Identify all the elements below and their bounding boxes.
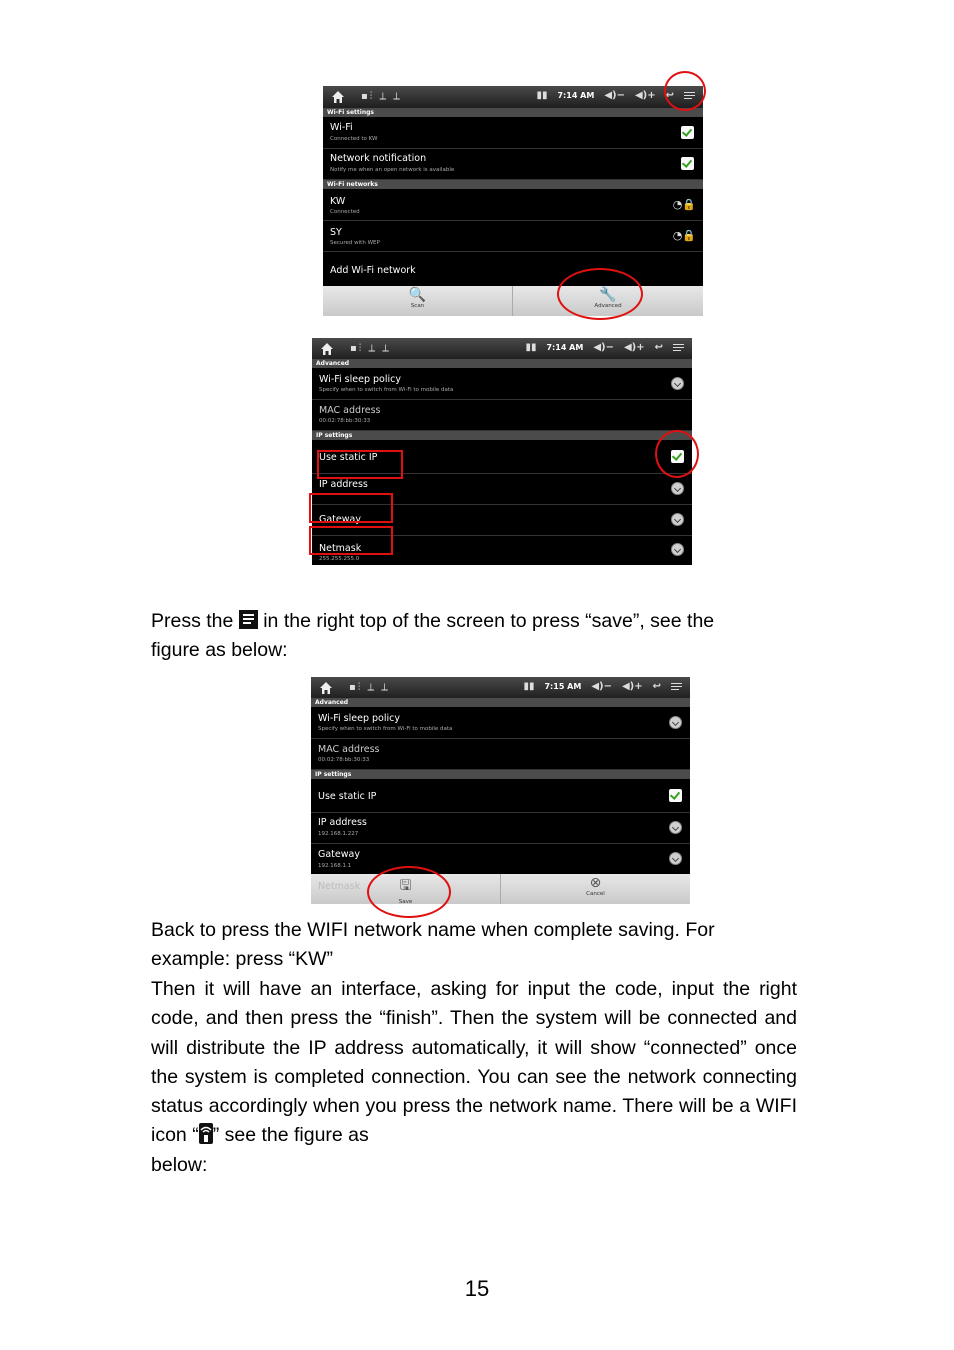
static-ip-checkbox[interactable] <box>669 789 682 802</box>
gateway-title: Gateway <box>319 514 361 525</box>
ip-address-value: 192.168.1.227 <box>318 831 359 837</box>
chevron-down-icon[interactable] <box>669 821 682 834</box>
add-network-label: Add Wi-Fi network <box>330 265 416 276</box>
status-bar <box>312 338 692 361</box>
page-number: 15 <box>464 1276 490 1301</box>
para1-text-a: Press the <box>151 610 234 632</box>
para2-line2: example: press “KW” <box>151 948 334 971</box>
highlight-static-ip-box <box>317 450 403 479</box>
section-header-advanced: Advanced <box>311 698 690 707</box>
chevron-down-icon[interactable] <box>671 513 684 526</box>
para2-line1: Back to press the WIFI network name when complete saving. For <box>151 919 715 941</box>
notification-icons: ▪⫶ ⟂ ⟂ <box>350 343 391 354</box>
volume-up-icon[interactable]: ◀)+ <box>623 342 645 353</box>
netmask-title-behind: Netmask <box>318 881 361 892</box>
network-row-kw[interactable] <box>323 189 703 221</box>
para1-text-c: figure as below: <box>151 639 288 662</box>
advanced-label: Advanced <box>594 303 622 309</box>
ip-address-row[interactable] <box>311 812 690 844</box>
sleep-policy-subtitle: Specify when to switch from Wi-Fi to mobile data <box>319 387 454 393</box>
gateway-value: 192.168.1.1 <box>318 863 352 869</box>
chevron-down-icon[interactable] <box>671 377 684 390</box>
volume-down-icon[interactable]: ◀)− <box>604 90 625 101</box>
use-static-ip-row[interactable] <box>311 779 690 813</box>
status-time: 7:15 AM <box>544 682 582 691</box>
notification-checkbox[interactable] <box>681 157 694 170</box>
scan-button[interactable] <box>323 286 513 316</box>
options-menu <box>323 286 703 316</box>
use-static-ip-title: Use static IP <box>319 452 378 463</box>
status-time: 7:14 AM <box>557 91 595 100</box>
chevron-down-icon[interactable] <box>669 716 682 729</box>
cancel-icon: ⊗ <box>589 875 602 891</box>
wifi-toggle-row[interactable] <box>323 117 703 149</box>
section-header-ip-settings: IP settings <box>311 770 690 779</box>
save-label: Save <box>398 899 413 904</box>
highlight-netmask-box <box>309 526 393 555</box>
highlight-menu-circle <box>664 71 706 111</box>
ip-address-title: IP address <box>319 479 368 490</box>
status-bar <box>311 677 690 700</box>
para3-text-b: ” see the figure as <box>212 1124 369 1147</box>
notification-title: Network notification <box>330 153 427 164</box>
gateway-row[interactable] <box>311 843 690 875</box>
instruction-paragraph-1 <box>151 607 797 666</box>
scan-icon: 🔍 <box>408 287 427 303</box>
home-icon[interactable] <box>331 90 345 104</box>
menu-icon[interactable] <box>673 343 684 353</box>
add-network-row[interactable] <box>323 252 703 286</box>
network-notification-row[interactable] <box>323 148 703 180</box>
mac-address-title: MAC address <box>318 744 380 755</box>
highlight-save-circle <box>367 866 451 918</box>
para3-text-a: Then it will have an interface, asking for input the code, input the right code, and then press the “finish”. Then the system will be connected and will distribute the IP address automatically, it will show “connected” once the system is completed connection. You can see the network connecting status accordingly when you press the network name. There will be a WIFI icon “ <box>151 978 797 1147</box>
menu-icon[interactable] <box>671 682 682 692</box>
chevron-down-icon[interactable] <box>671 482 684 495</box>
cancel-button[interactable] <box>501 874 690 904</box>
advanced-icon: 🔧 <box>599 287 617 303</box>
section-header-ip-settings: IP settings <box>312 431 692 440</box>
status-bar <box>323 86 703 109</box>
signal-icon: ▮▮ <box>536 90 548 101</box>
wifi-checkbox[interactable] <box>681 126 694 139</box>
signal-icon: ▮▮ <box>525 342 537 353</box>
sleep-policy-title: Wi-Fi sleep policy <box>318 713 400 724</box>
netmask-title: Netmask <box>319 543 362 554</box>
mac-address-row <box>311 738 690 770</box>
mac-address-row <box>312 399 692 431</box>
use-static-ip-title: Use static IP <box>318 791 377 802</box>
mac-address-value: 00:02:78:bb:30:33 <box>319 418 371 424</box>
section-header-wifi-settings: Wi-Fi settings <box>323 108 703 117</box>
chevron-down-icon[interactable] <box>671 543 684 556</box>
cancel-label: Cancel <box>586 891 605 897</box>
network-row-sy[interactable] <box>323 220 703 252</box>
volume-up-icon[interactable]: ◀)+ <box>634 90 656 101</box>
sleep-policy-subtitle: Specify when to switch from Wi-Fi to mobile data <box>318 726 453 732</box>
para1-text-b: in the right top of the screen to press “save”, see the <box>263 610 715 632</box>
save-icon: 🖫 <box>399 878 412 894</box>
network-status: Secured with WEP <box>330 240 380 246</box>
volume-up-icon[interactable]: ◀)+ <box>621 681 643 692</box>
home-icon[interactable] <box>320 342 334 356</box>
screenshot-save-menu <box>311 677 690 904</box>
notification-icons: ▪⫶ ⟂ ⟂ <box>361 91 402 102</box>
para3-text-c: below: <box>151 1153 208 1176</box>
back-icon[interactable]: ↩ <box>654 342 663 353</box>
instruction-paragraph-3 <box>151 975 797 1180</box>
wifi-lock-icon: ◔🔒 <box>672 229 696 242</box>
highlight-gateway-box <box>309 493 393 523</box>
section-header-advanced: Advanced <box>312 359 692 368</box>
instruction-paragraph-2 <box>151 916 797 975</box>
network-name: SY <box>330 227 342 238</box>
back-icon[interactable]: ↩ <box>665 90 674 101</box>
netmask-value: 255.255.255.0 <box>319 556 360 562</box>
sleep-policy-row[interactable] <box>312 368 692 400</box>
notification-icons: ▪⫶ ⟂ ⟂ <box>349 682 390 693</box>
volume-down-icon[interactable]: ◀)− <box>591 681 612 692</box>
mac-address-value: 00:02:78:bb:30:33 <box>318 757 370 763</box>
network-status: Connected <box>330 209 360 215</box>
menu-icon <box>239 610 258 629</box>
signal-icon: ▮▮ <box>523 681 535 692</box>
mac-address-title: MAC address <box>319 405 381 416</box>
section-header-wifi-networks: Wi-Fi networks <box>323 180 703 189</box>
notification-subtitle: Notify me when an open network is available <box>330 167 455 173</box>
sleep-policy-title: Wi-Fi sleep policy <box>319 374 401 385</box>
gateway-title: Gateway <box>318 849 360 860</box>
wifi-title: Wi-Fi <box>330 122 353 133</box>
scan-label: Scan <box>410 303 425 309</box>
volume-down-icon[interactable]: ◀)− <box>593 342 614 353</box>
wifi-icon <box>199 1123 213 1144</box>
back-icon[interactable]: ↩ <box>652 681 661 692</box>
chevron-down-icon[interactable] <box>669 852 682 865</box>
ip-address-title: IP address <box>318 817 367 828</box>
status-time: 7:14 AM <box>546 343 584 352</box>
highlight-advanced-circle <box>557 268 643 320</box>
highlight-checkbox-circle <box>655 430 699 478</box>
wifi-lock-icon: ◔🔒 <box>672 198 696 211</box>
network-name: KW <box>330 196 346 207</box>
home-icon[interactable] <box>319 681 333 695</box>
sleep-policy-row[interactable] <box>311 707 690 739</box>
wifi-subtitle: Connected to KW <box>330 136 378 142</box>
screenshot-wifi-settings <box>323 86 703 316</box>
